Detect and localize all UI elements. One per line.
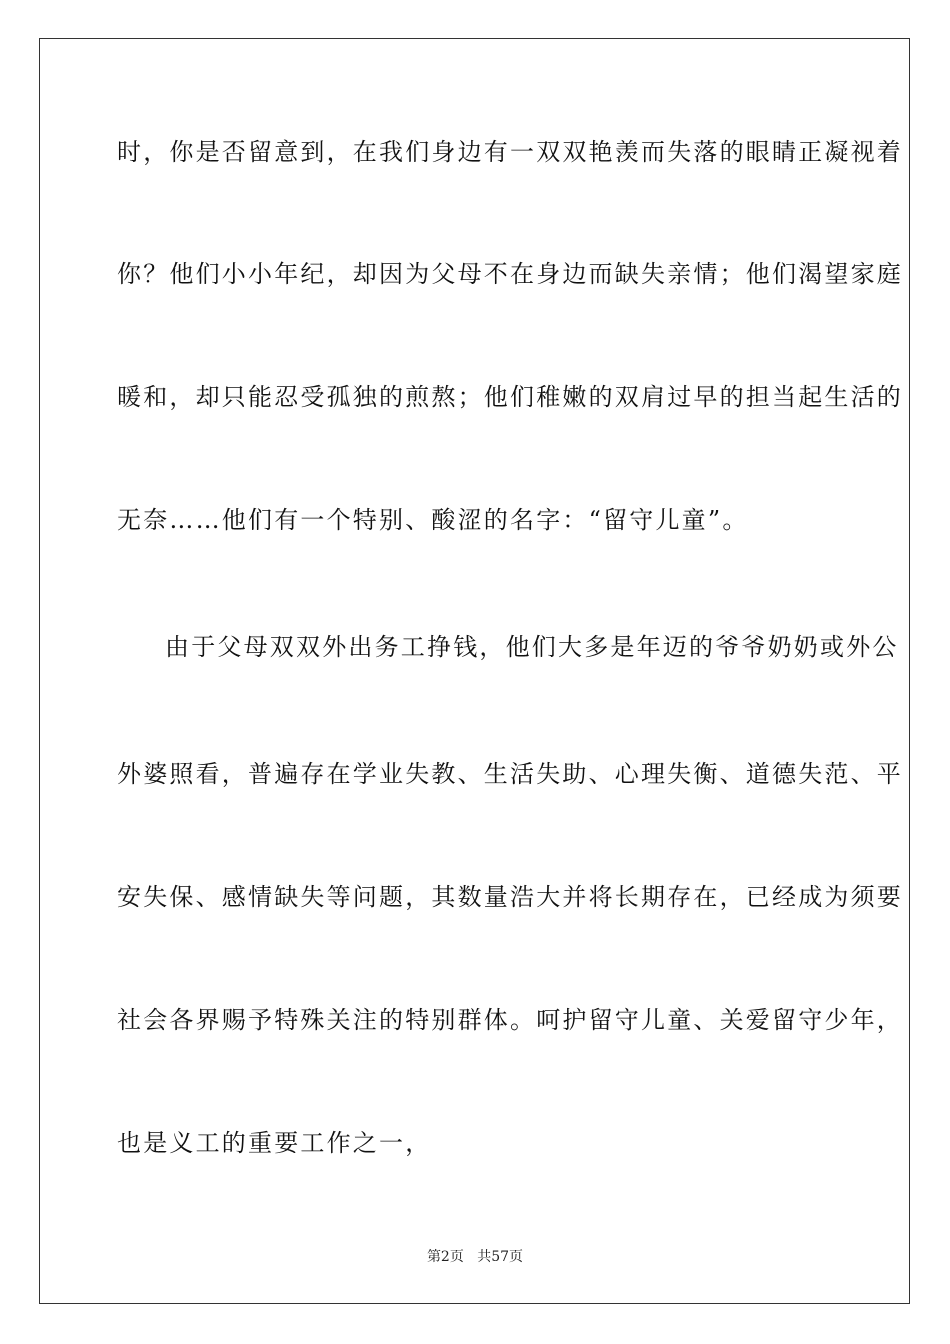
paragraph-line: 也是义工的重要工作之一， [117,1129,432,1157]
page-total: 共57页 [477,1249,524,1265]
paragraph-line: 社会各界赐予特殊关注的特别群体。呵护留守儿童、关爱留守少年， [117,1006,903,1034]
paragraph-line-indented: 由于父母双双外出务工挣钱，他们大多是年迈的爷爷奶奶或外公 [165,633,899,661]
page-footer [0,1248,950,1266]
paragraph-line: 暖和，却只能忍受孤独的煎熬；他们稚嫩的双肩过早的担当起生活的 [117,383,903,411]
paragraph-line: 时，你是否留意到，在我们身边有一双双艳羡而失落的眼睛正凝视着 [117,138,903,166]
paragraph-line: 安失保、感情缺失等问题，其数量浩大并将长期存在，已经成为须要 [117,883,903,911]
paragraph-line: 你？他们小小年纪，却因为父母不在身边而缺失亲情；他们渴望家庭 [117,260,903,288]
paragraph-line: 外婆照看，普遍存在学业失教、生活失助、心理失衡、道德失范、平 [117,760,903,788]
paragraph-line: 无奈……他们有一个特别、酸涩的名字：“留守儿童”。 [117,506,749,534]
page-border [39,38,910,1304]
page-number: 第2页 [426,1249,464,1265]
